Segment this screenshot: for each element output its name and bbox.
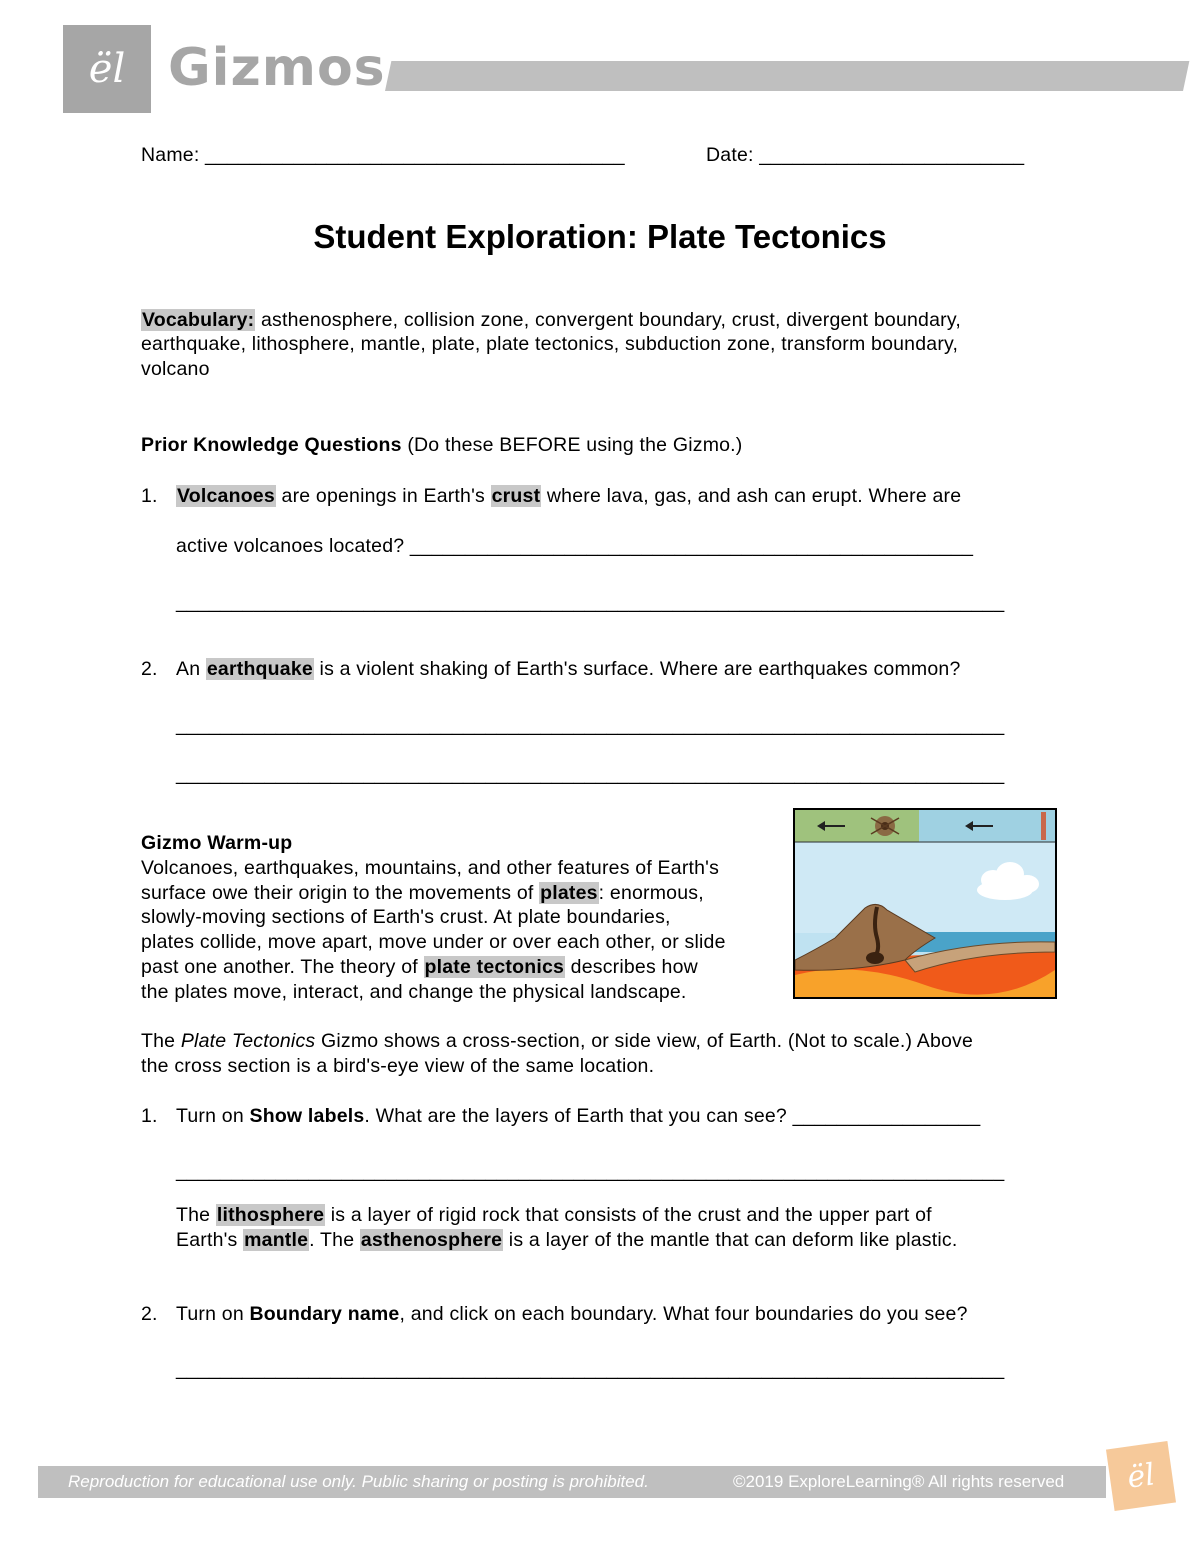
- page-title: Student Exploration: Plate Tectonics: [313, 218, 887, 255]
- explorelearning-logo: [1106, 1441, 1176, 1511]
- prior-q1-answer-line-2[interactable]: ___________________________________________________________________________: [176, 591, 1005, 613]
- note-d: . The: [309, 1229, 360, 1251]
- note-e: is a layer of the mantle that can deform like plastic.: [503, 1229, 958, 1251]
- magma-chamber: [866, 952, 884, 964]
- birds-eye-boundary: [1041, 812, 1046, 840]
- term-plate-tectonics: plate tectonics: [424, 956, 565, 978]
- q2-number: 2.: [141, 1303, 158, 1325]
- prior-q1-number: 1.: [141, 485, 158, 507]
- prior-q1-answer-line-1[interactable]: active volcanoes located? ___________________________________________________: [176, 535, 974, 557]
- vocabulary-line-1: [141, 308, 961, 333]
- brand-name: Gizmos: [168, 38, 386, 98]
- prior-q1-text-a: are openings in Earth's: [275, 485, 491, 507]
- q1-note-line-1: [176, 1203, 932, 1228]
- prior-q1-text: [176, 484, 961, 509]
- gizmo-description-line-2: the cross section is a bird's-eye view of the same location.: [141, 1055, 655, 1077]
- prior-heading-bold: Prior Knowledge Questions: [141, 434, 402, 456]
- gizmos-logo: [63, 25, 151, 113]
- boundary-name-term: Boundary name: [249, 1303, 400, 1325]
- prior-heading-note: (Do these BEFORE using the Gizmo.): [401, 434, 743, 456]
- q2-text-b: , and click on each boundary. What four boundaries do you see?: [399, 1303, 968, 1325]
- prior-q2-answer-line-1[interactable]: ___________________________________________________________________________: [176, 714, 1005, 736]
- prior-q2-answer-line-2[interactable]: ___________________________________________________________________________: [176, 763, 1005, 785]
- footer-copyright-notice: Reproduction for educational use only. Public sharing or posting is prohibited.: [68, 1472, 649, 1491]
- cross-section-svg: [795, 810, 1055, 997]
- name-field[interactable]: Name: ______________________________________: [141, 144, 625, 166]
- desc-b: Gizmo shows a cross-section, or side view, of Earth. (Not to scale.) Above: [315, 1030, 974, 1052]
- warmup-line-5: [141, 955, 698, 980]
- q1-answer-line[interactable]: ___________________________________________________________________________: [176, 1160, 1005, 1182]
- q2-answer-line[interactable]: ___________________________________________________________________________: [176, 1358, 1005, 1380]
- show-labels-term: Show labels: [249, 1105, 365, 1127]
- term-plates: plates: [540, 882, 598, 904]
- note-a: The: [176, 1204, 216, 1226]
- gizmo-name-italic: Plate Tectonics: [180, 1030, 316, 1052]
- q1-note-line-2: [176, 1228, 957, 1253]
- warmup-line-5-b: describes how: [565, 956, 698, 978]
- warmup-line-1: Volcanoes, earthquakes, mountains, and other features of Earth's: [141, 857, 720, 879]
- vocabulary-line-2: earthquake, lithosphere, mantle, plate, plate tectonics, subduction zone, transform boundary,: [141, 333, 959, 355]
- prior-q2-text: [176, 657, 961, 682]
- warmup-line-6: the plates move, interact, and change the physical landscape.: [141, 981, 687, 1003]
- logo-glyph: ël: [88, 46, 126, 92]
- note-c: Earth's: [176, 1229, 244, 1251]
- desc-a: The: [141, 1030, 181, 1052]
- date-field[interactable]: Date: ________________________: [706, 144, 1025, 166]
- term-mantle: mantle: [244, 1229, 309, 1251]
- warmup-line-2-b: : enormous,: [598, 882, 704, 904]
- q2-text-a: Turn on: [176, 1303, 250, 1325]
- warmup-line-2-a: surface owe their origin to the movements of: [141, 882, 540, 904]
- prior-q2-text-a: An: [176, 658, 206, 680]
- vocabulary-line-3: volcano: [141, 358, 210, 380]
- q1-text: [176, 1104, 980, 1129]
- q1-number: 1.: [141, 1105, 158, 1127]
- vocabulary-label: Vocabulary:: [142, 309, 255, 331]
- prior-q1-text-b: where lava, gas, and ash can erupt. Where are: [541, 485, 962, 507]
- prior-q2-number: 2.: [141, 658, 158, 680]
- footer-rights: ©2019 ExploreLearning® All rights reserved: [733, 1472, 1065, 1491]
- term-volcanoes: Volcanoes: [177, 485, 275, 507]
- term-crust: crust: [491, 485, 541, 507]
- warmup-heading: Gizmo Warm-up: [141, 832, 293, 854]
- prior-knowledge-heading: [141, 433, 743, 458]
- prior-q2-text-b: is a violent shaking of Earth's surface. Where are earthquakes common?: [313, 658, 961, 680]
- warmup-line-2: [141, 881, 704, 906]
- term-asthenosphere: asthenosphere: [360, 1229, 503, 1251]
- header-bar: [385, 61, 1189, 91]
- term-earthquake: earthquake: [206, 658, 313, 680]
- warmup-line-5-a: past one another. The theory of: [141, 956, 424, 978]
- warmup-line-4: plates collide, move apart, move under or over each other, or slide: [141, 931, 726, 953]
- warmup-line-3: slowly-moving sections of Earth's crust. At plate boundaries,: [141, 906, 671, 928]
- vocabulary-text-1: asthenosphere, collision zone, convergent boundary, crust, divergent boundary,: [255, 309, 961, 331]
- q1-text-a: Turn on: [176, 1105, 250, 1127]
- q2-text: [176, 1302, 968, 1327]
- footer-logo-glyph: ël: [1125, 1456, 1157, 1496]
- term-lithosphere: lithosphere: [216, 1204, 325, 1226]
- birds-eye-land: [795, 810, 919, 842]
- gizmo-cross-section-image: [793, 808, 1057, 999]
- q1-text-b: . What are the layers of Earth that you can see? _________________: [364, 1105, 981, 1127]
- gizmo-description-line-1: [141, 1029, 973, 1054]
- note-b: is a layer of rigid rock that consists of the crust and the upper part of: [325, 1204, 932, 1226]
